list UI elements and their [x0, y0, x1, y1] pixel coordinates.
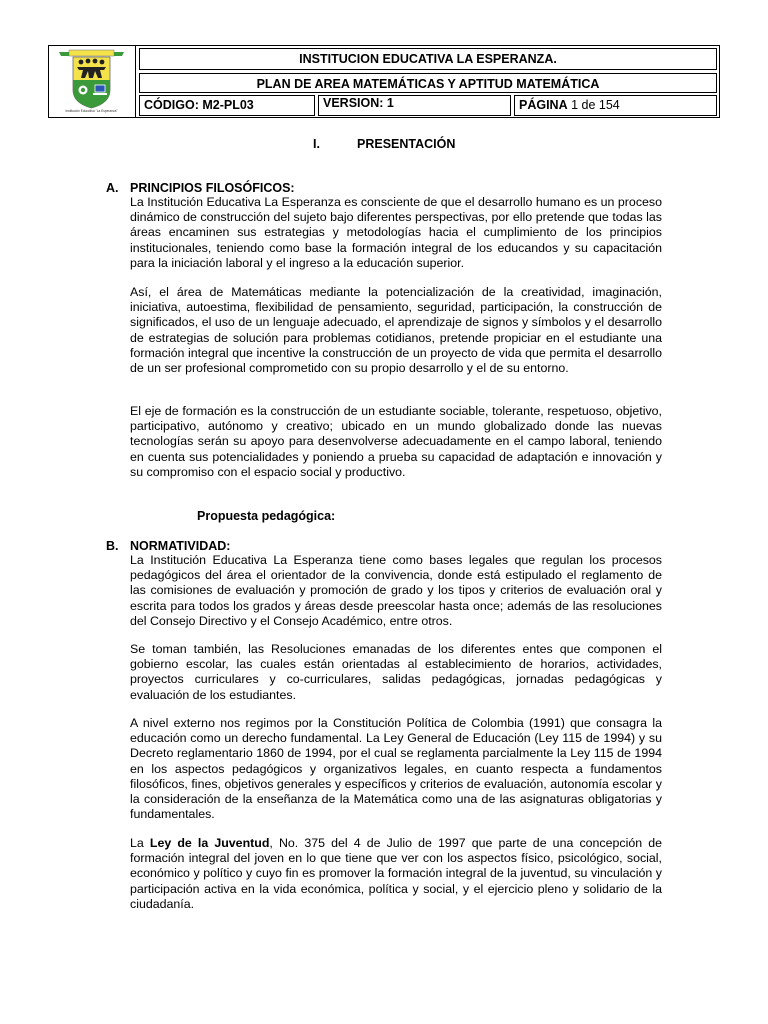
page-value: 1 de 154: [567, 98, 620, 112]
document-code: CÓDIGO: M2-PL03: [139, 95, 315, 116]
document-version: VERSION: 1: [318, 95, 511, 116]
normatividad-paragraph-1: La Institución Educativa La Esperanza tiene como bases legales que regulan los procesos pedagógicos del área el orientador de la convivencia, donde está estipulado el reglamento de las comisiones de evaluación y promoción de grado y los tipos y criterios de evaluación oral y escrita para todos los grados y áreas desde preescolar hasta once; además de las resoluciones del Consejo Directivo y el Consejo Académico, entre otros.: [130, 553, 662, 628]
principios-title: PRINCIPIOS FILOSÓFICOS:: [130, 181, 295, 195]
section-heading: PRESENTACIÓN: [357, 137, 456, 151]
normatividad-paragraph-2: Se toman también, las Resoluciones emanadas de los diferentes entes que componen el gobierno escolar, las cuales están orientadas al establecimiento de horarios, actividades, proyectos curriculares y co-curriculares, salidas pedagógicas, jornadas pedagógicas y evaluación de los estudiantes.: [130, 642, 662, 702]
principios-paragraph-2: Así, el área de Matemáticas mediante la potencialización de la creatividad, imaginación, iniciativa, autoestima, flexibilidad de pensamiento, seguridad, participación, la construcción de significados, el uso de un lenguaje adecuado, el aprendizaje de signos y símbolos y el desarrollo de estrategias de solución para problemas cotidianos, pretende propiciar en el estudiante una formación integral que incentive la construcción de un proyecto de vida que permita el desarrollo de un ser profesional comprometido con su propio desarrollo y el de su entorno.: [130, 285, 662, 376]
page-label: PÁGINA: [519, 98, 568, 112]
normatividad-letter: B.: [106, 539, 119, 553]
plan-title: PLAN DE AREA MATEMÁTICAS Y APTITUD MATEMÁTICA: [139, 73, 717, 93]
normatividad-heading: [106, 539, 230, 553]
ley-juventud-text: , No. 375 del 4 de Julio de 1997 que parte de una concepción de formación integral del joven en lo que tiene que ver con los aspectos físico, psicológico, social, económico y político y cuyo fin es promover la formación integral de la juventud, su vinculación y participación activa en la vida económica, política y social, y el ejercicio pleno y solidario de la ciudadanía.: [130, 836, 663, 911]
normatividad-paragraph-4: [130, 836, 662, 912]
logo-caption: Institución Educativa "La Esperanza": [65, 109, 118, 113]
principios-paragraph-3: El eje de formación es la construcción de un estudiante sociable, tolerante, respetuoso, objetivo, participativo, autónomo y creativo; ubicado en un mundo globalizado donde las nuevas tecnologías serán su apoyo para desenvolverse adecuadamente en el campo laboral, teniendo en cuenta sus potencialidades y poniendo a prueba su capacidad de adaptación e innovación y su compromiso con el espacio social y productivo.: [130, 404, 662, 479]
ley-juventud-title: Ley de la Juventud: [149, 836, 270, 850]
propuesta-heading: Propuesta pedagógica:: [197, 509, 336, 523]
normatividad-title: NORMATIVIDAD:: [130, 539, 231, 553]
principios-letter: A.: [106, 181, 119, 195]
header-meta-row: [139, 95, 717, 116]
principios-paragraph-1: La Institución Educativa La Esperanza es consciente de que el desarrollo humano es un proceso dinámico de construcción del sujeto bajo diferentes perspectivas, por ello pretende que todas las áreas encaminen sus estrategias y metodologías hacia el cumplimiento de los principios institucionales, teniendo como base la formación integral de los educandos y su capacitación para la iniciación laboral y el ingreso a la educación superior.: [130, 195, 662, 270]
principios-heading: [106, 181, 295, 195]
document-header-table: [48, 45, 720, 118]
institution-name: INSTITUCION EDUCATIVA LA ESPERANZA.: [139, 48, 717, 70]
ley-juventud-prefix: La: [130, 836, 150, 850]
section-number: I.: [313, 137, 320, 151]
institution-logo: [49, 46, 136, 117]
page-counter: [514, 95, 717, 116]
normatividad-paragraph-3: A nivel externo nos regimos por la Constitución Política de Colombia (1991) que consagra la educación como un derecho fundamental. La Ley General de Educación (Ley 115 de 1994) y su Decreto reglamentario 1860 de 1994, por el cual se reglamenta parcialmente la Ley 115 de 1994 en los aspectos pedagógicos y organizativos legales, en cuanto respecta a fundamentos filosóficos, fines, objetivos generales y específicos y criterios de evaluación, autonomía escolar y la consideración de la enseñanza de la Matemática como una de las asignaturas obligatorias y fundamentales.: [130, 716, 662, 822]
